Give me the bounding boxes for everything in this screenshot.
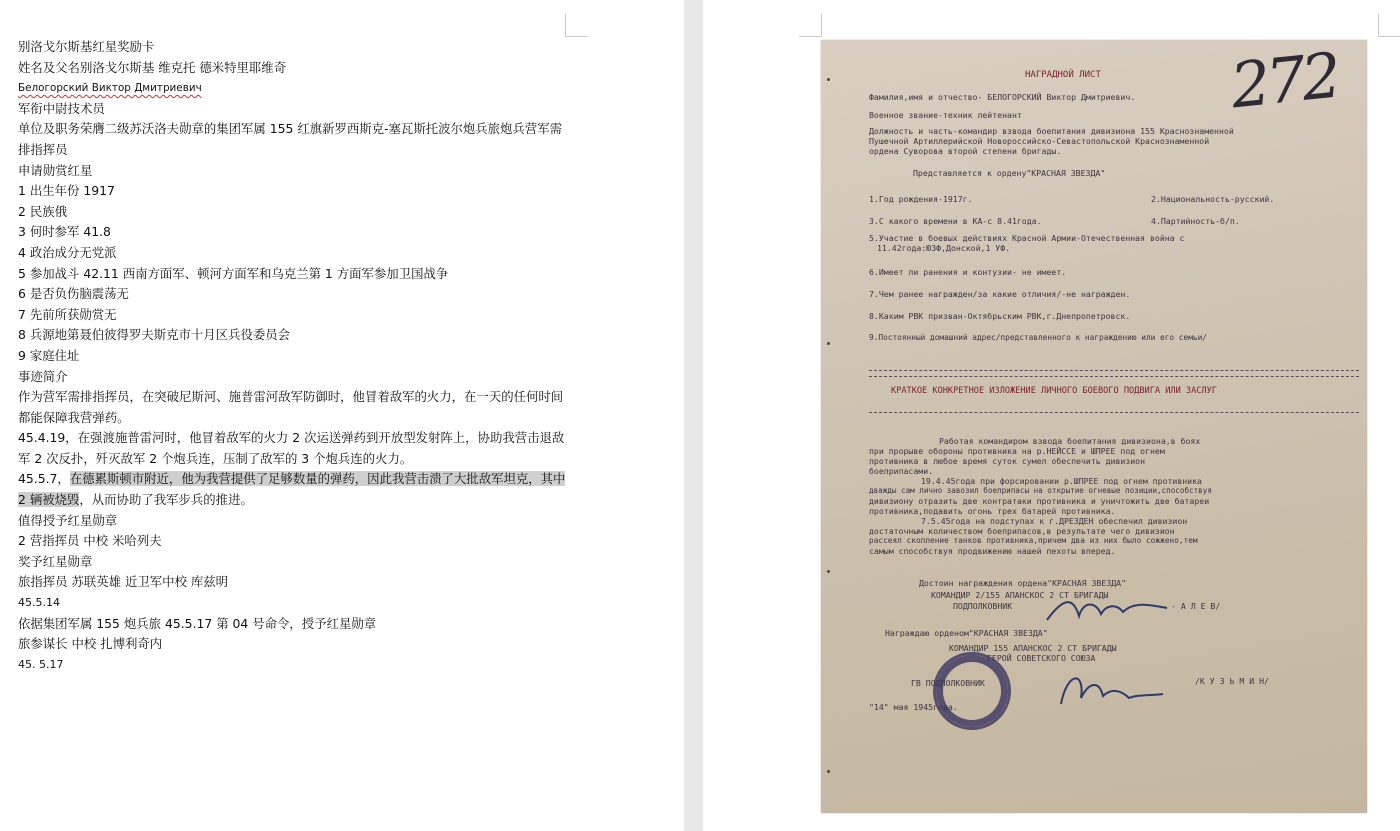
doc-line-order: 依据集团军属 155 炮兵旅 45.5.17 第 04 号命令，授予红星勋章 <box>18 615 377 631</box>
doc-line-5: 5 参加战斗 42.11 西南方面军、顿河方面军和乌克兰第 1 方面军参加卫国战争 <box>18 265 449 281</box>
doc-line-summary-3 <box>18 469 573 510</box>
right-document-page <box>703 0 1400 831</box>
scan-line: ГВ ПОДПОЛКОВНИК <box>911 678 985 688</box>
scan-line: Военное звание-техник лейтенант <box>869 110 1022 120</box>
document-text[interactable] <box>18 37 573 675</box>
scan-line: самым способствуя продвижению нашей пехоты вперед. <box>869 546 1116 556</box>
crop-mark <box>1378 14 1400 37</box>
doc-line-1: 1 出生年份 1917 <box>18 183 115 199</box>
scan-line: 3.С какого времени в КА-с 8.41года. <box>869 216 1042 226</box>
scan-line: при прорыве обороны противника на р.НЕЙССЕ и ШПРЕЕ под огнем <box>869 446 1165 456</box>
doc-line-6: 6 是否负伤脑震荡无 <box>18 286 129 302</box>
doc-line-battalion-commander: 2 营指挥员 中校 米哈列夫 <box>18 533 162 549</box>
doc-line-8: 8 兵源地第聂伯彼得罗夫斯克市十月区兵役委员会 <box>18 327 291 343</box>
scan-line: КОМАНДИР 155 АПАНСКОС 2 СТ БРИГАДЫ <box>949 643 1117 653</box>
doc-line-rank: 军衔中尉技术员 <box>18 100 105 116</box>
doc-line-summary-heading: 事迹简介 <box>18 368 68 384</box>
selected-text[interactable]: 在德累斯顿市附近，他为我营提供了足够数量的弹药，因此我营击溃了大批敌军坦克，其中 2 辆被烧毁 <box>18 471 566 508</box>
scan-line: ПОДПОЛКОВНИК <box>953 601 1013 611</box>
scan-divider <box>869 370 1359 371</box>
punch-hole <box>827 570 830 573</box>
scan-line: 7.5.45года на подступах к г.ДРЕЗДЕН обеспечил дивизион <box>921 516 1188 526</box>
scan-line: рассеял скопление танков противника,причем два из них было сожжено,тем <box>869 536 1198 545</box>
scan-section-heading: КРАТКОЕ КОНКРЕТНОЕ ИЗЛОЖЕНИЕ ЛИЧНОГО БОЕВОГО ПОДВИГА ИЛИ ЗАСЛУГ <box>891 386 1217 396</box>
crop-mark <box>799 14 822 37</box>
punch-hole <box>827 78 830 81</box>
scan-line: 6.Имеет ли ранения и контузии- не имеет. <box>869 267 1067 277</box>
scan-line: Должность и часть-командир взвода боепитания дивизиона 155 Краснознаменной <box>869 126 1234 136</box>
scan-line: 9.Постоянный домашний адрес/представленного к награждению или его семьи/ <box>869 333 1207 342</box>
doc-line-9: 9 家庭住址 <box>18 347 80 363</box>
scan-line: ГЕРОЙ СОВЕТСКОГО СОЮЗА <box>987 653 1096 663</box>
scan-line: дивизиону отразить две контратаки противника и уничтожить две батареи <box>869 496 1210 506</box>
scan-divider <box>869 412 1359 413</box>
scan-line: дважды сам лично завозил боеприпасы на открытие огневые позиции,способствуя <box>869 486 1212 495</box>
scan-line: Фамилия,имя и отчество- БЕЛОГОРСКИЙ Виктор Дмитриевич. <box>869 92 1136 102</box>
doc-line-3: 3 何时参军 41.8 <box>18 224 111 240</box>
doc-line-apply: 申请勋赏红星 <box>18 162 93 178</box>
scan-line: ордена Суворова второй степени бригады. <box>869 146 1062 156</box>
scan-line: - А Л Е В/ <box>1171 601 1221 611</box>
doc-line-date-1: 45.5.14 <box>18 596 60 610</box>
summary-tail: ，从而协助了我军步兵的推进。 <box>79 492 253 508</box>
punch-hole <box>827 342 830 345</box>
scan-line: 7.Чем ранее награжден/за какие отличия/-не награжден. <box>869 289 1131 299</box>
crop-mark <box>565 14 588 37</box>
scan-line: "14" мая 1945года. <box>869 702 958 712</box>
doc-line-summary-1: 作为营军需排指挥员，在突破尼斯河、施普雷河敌军防御时，他冒着敌军的火力，在一天的任何时间都能保障我营弹药。 <box>18 389 564 425</box>
doc-line-chief-of-staff: 旅参谋长 中校 扎博利奇内 <box>18 636 163 652</box>
punch-hole <box>827 770 830 773</box>
doc-line-brigade-commander: 旅指挥员 苏联英雄 近卫军中校 库兹明 <box>18 574 229 590</box>
doc-line-date-2: 45. 5.17 <box>18 657 64 671</box>
doc-line-2: 2 民族俄 <box>18 203 67 219</box>
signature-brigade-commander <box>1051 668 1171 712</box>
scanned-award-sheet-image[interactable] <box>821 40 1367 813</box>
scan-line: 5.Участие в боевых действиях Красной Армии-Отечественная война с <box>869 233 1185 243</box>
doc-line-summary-2: 45.4.19，在强渡施普雷河时，他冒着敌军的火力 2 次运送弹药到开放型发射阵上，协助我营击退敌军 2 次反扑，歼灭敌军 2 个炮兵连，压制了敌军的 3 个炮兵连的火力。 <box>18 430 565 466</box>
scan-header: НАГРАДНОЙ ЛИСТ <box>1025 70 1101 80</box>
scan-line: боеприпасами. <box>869 466 934 476</box>
scan-line: 19.4.45года при форсировании р.ШПРЕЕ под огнем противника <box>921 476 1202 486</box>
scan-line: противника в любое время суток сумел обеспечить дивизион <box>869 456 1146 466</box>
doc-line-name: 姓名及父名别洛戈尔斯基 维克托 德米特里耶维奇 <box>18 59 287 75</box>
date-prefix: 45.5.7， <box>18 471 70 487</box>
scan-line: КОМАНДИР 2/155 АПАНСКОС 2 СТ БРИГАДЫ <box>931 590 1109 600</box>
scan-line: /К У З Ь М И Н/ <box>1195 676 1269 686</box>
left-document-page <box>0 0 684 831</box>
signature-commander <box>1043 592 1173 626</box>
scan-line: 2.Национальность-русский. <box>1151 194 1275 204</box>
official-stamp-seal <box>933 652 1011 730</box>
doc-line-awarded: 奖予红星勋章 <box>18 553 93 569</box>
doc-line-7: 7 先前所获勋赏无 <box>18 306 117 322</box>
scan-line: Достоин награждения ордена"КРАСНАЯ ЗВЕЗДА" <box>919 578 1127 588</box>
doc-line-russian-name: Белогорский Виктор Дмитриевич <box>18 82 202 95</box>
scan-line: Представляется к ордену"КРАСНАЯ ЗВЕЗДА" <box>913 168 1106 178</box>
scan-line: достаточным количеством боеприпасов,в результате чего дивизион <box>869 526 1175 536</box>
doc-line-title: 别洛戈尔斯基红星奖励卡 <box>18 39 155 54</box>
scan-line: 1.Год рождения-1917г. <box>869 194 973 204</box>
scan-line: противника,подавить огонь трех батарей противника. <box>869 506 1116 516</box>
scan-line: 8.Каким РВК призван-Октябрьским РВК,г.Днепропетровск. <box>869 311 1131 321</box>
scan-divider <box>869 376 1359 377</box>
handwritten-number: 272 <box>1227 38 1341 123</box>
scan-line: Награждаю орденом"КРАСНАЯ ЗВЕЗДА" <box>885 628 1048 638</box>
scan-line: Работая командиром взвода боепитания дивизиона,в боях <box>939 436 1201 446</box>
doc-line-recommend: 值得授予红星勋章 <box>18 512 118 528</box>
scan-line: 4.Партийность-б/п. <box>1151 216 1240 226</box>
scan-line: 11.42года:ЮЗФ,Донской,1 УФ. <box>877 243 1011 253</box>
doc-line-4: 4 政治成分无党派 <box>18 244 117 260</box>
doc-line-unit: 单位及职务荣膺二级苏沃洛夫勋章的集团军属 155 红旗新罗西斯克-塞瓦斯托波尔炮兵旅炮兵营军需排指挥员 <box>18 121 563 157</box>
scan-line: Пушечной Артиллерийской Новороссийско-Севастопольской Краснознаменной <box>869 136 1210 146</box>
